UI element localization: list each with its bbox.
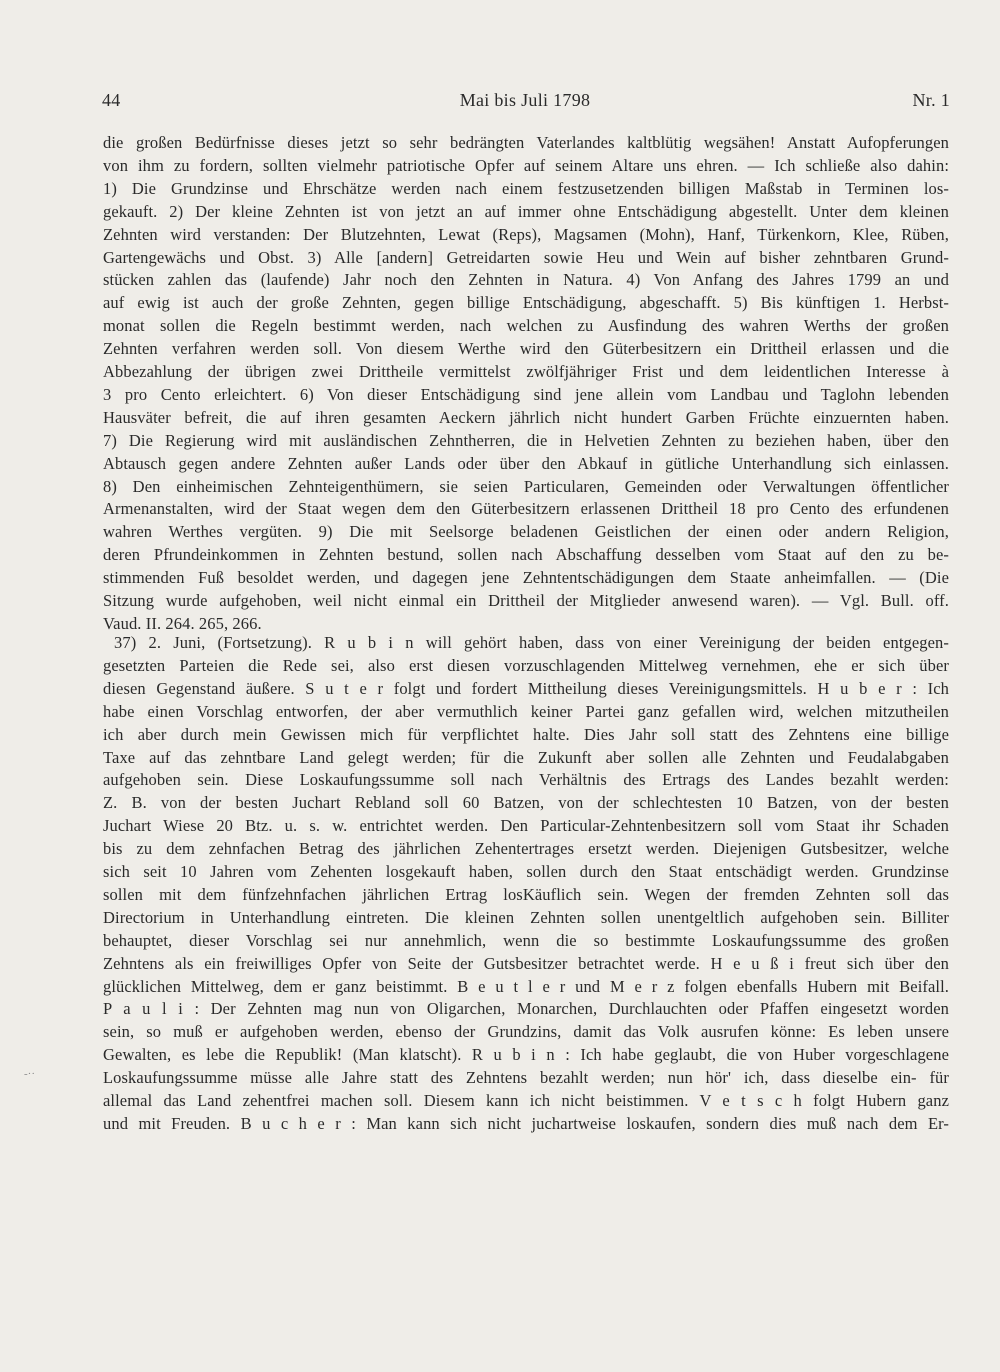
text-line: Z. B. von der besten Juchart Rebland soll 60 Batzen, von der schlechtesten 10 Batzen, von der besten — [103, 793, 949, 813]
text-line: habe einen Vorschlag entworfen, der aber vermuthlich keiner Partei ganz gefallen wird, welchen mitzutheilen — [103, 701, 949, 721]
text-line: gekauft. 2) Der kleine Zehnten ist von jetzt an auf immer ohne Entschädigung abgestellt. Unter dem kleinen — [103, 201, 949, 221]
text-line: Zehnten wird verstanden: Der Blutzehnten, Lewat (Reps), Magsamen (Mohn), Hanf, Türkenkorn, Klee, Rüben, — [103, 224, 949, 244]
text-line: sich seit 10 Jahren vom Zehenten losgekauft haben, sollen durch den Staat entschädigt werden. Grundzinse — [103, 862, 949, 881]
text-line: allemal das Land zehentfrei machen soll. Diesem kann ich nicht beistimmen. V e t s c h folgt Hubern ganz — [103, 1091, 949, 1110]
text-line: bis zu dem zehnfachen Betrag des jährlichen Zehentertrages ersetzt werden. Diejenigen Gutsbesitzer, welche — [103, 839, 949, 859]
text-line: P a u l i : Der Zehnten mag nun von Oligarchen, Monarchen, Durchlauchten oder Pfaffen eingesetzt worden — [103, 999, 949, 1019]
text-line: Gewalten, es lebe die Republik! (Man klatscht). R u b i n : Ich habe geglaubt, die von Huber vorgeschlagene — [103, 1045, 949, 1065]
text-line: Hausväter befreit, die auf ihren gesamten Aeckern jährlich nicht hundert Garben Früchte einzuernten haben. — [103, 407, 949, 427]
text-line: gesetzten Parteien die Rede sei, also erst diesen vorzuschlagenden Mittelweg vernehmen, ehe er sich über — [103, 655, 949, 675]
text-line: 8) Den einheimischen Zehnteigenthümern, sie seien Particularen, Gemeinden oder Verwaltungen öffentlicher — [103, 476, 949, 496]
text-line: wahren Werthes vergüten. 9) Die mit Seelsorge beladenen Geistlichen der einen oder andern Religion, — [103, 522, 949, 542]
text-line: 7) Die Regierung wird mit ausländischen Zehntherren, die in Helvetien Zehnten zu beziehen haben, über den — [103, 430, 949, 450]
text-line: Juchart Wiese 20 Btz. u. s. w. entrichtet werden. Den Particular-Zehntenbesitzern soll vom Staat ihr Schaden — [103, 816, 949, 836]
text-line: 37) 2. Juni, (Fortsetzung). R u b i n will gehört haben, dass von einer Vereinigung der beiden entgegen- — [114, 633, 949, 652]
text-line: 3 pro Cento erleichtert. 6) Von dieser Entschädigung sind jene allein vom Landbau und Taglohn lebenden — [103, 384, 949, 404]
text-line: Abbezahlung der übrigen zwei Drittheile vermittelst zwölfjähriger Frist und dem leidentlichen Interesse à — [103, 362, 949, 381]
text-line: ich aber durch mein Gewissen mich für verpflichtet halte. Dies Jahr soll statt des Zehntens eine billige — [103, 724, 949, 744]
running-title: Mai bis Juli 1798 — [459, 90, 591, 110]
text-line: diesen Gegenstand äußere. S u t e r folgt und fordert Mittheilung dieses Vereinigungsmittels. H u b e r : Ich — [103, 678, 949, 698]
text-line: von ihm zu fordern, sollten vielmehr patriotische Opfer auf seinem Altare uns ehren. — Ich schließe also dahin: — [103, 155, 949, 175]
text-line: Directorium in Unterhandlung eintreten. Die kleinen Zehnten sollen unentgeltlich aufgehoben sein. Billiter — [103, 907, 949, 927]
text-line: monat sollen die Regeln bestimmt werden, nach welchen zu Ausfindung des wahren Werths der großen — [103, 316, 949, 336]
running-header — [100, 90, 950, 118]
text-line: sein, so muß er aufgehoben werden, ebenso der Grundzins, damit das Volk ausrufen könne: Es leben unsere — [103, 1022, 949, 1042]
margin-mark: -·· — [24, 1068, 35, 1080]
text-line: aufgehoben sein. Diese Loskaufungssumme soll nach Verhältnis des Ertrags des Landes bezahlt werden: — [103, 770, 949, 790]
text-line: die großen Bedürfnisse dieses jetzt so sehr bedrängten Vaterlandes kaltblütig wegsähen! Anstatt Aufopferungen — [103, 133, 949, 152]
text-line: stimmenden Fuß besoldet werden, und dagegen jene Zehntentschädigungen dem Staate anheimfallen. — (Die — [103, 568, 949, 588]
text-line: Taxe auf das zehntbare Land gelegt werden; für die Zukunft aber sollen alle Zehnten und Feudalabgaben — [103, 747, 949, 767]
text-line: sollen mit dem fünfzehnfachen jährlichen Ertrag losKäuflich sein. Wegen der fremden Zehnten soll das — [103, 884, 949, 904]
text-line: glücklichen Mittelweg, dem er ganz beistimmt. B e u t l e r und M e r z folgen ebenfalls Hubern mit Beifall. — [103, 976, 949, 996]
text-line: deren Pfrundeinkommen in Zehnten bestund, sollen nach Abschaffung desselben vom Staat auf den zu be- — [103, 545, 949, 565]
text-line: Abtausch gegen andere Zehnten außer Lands oder über den Abkauf in gütliche Unterhandlung sich einlassen. — [103, 453, 949, 473]
section-number: Nr. 1 — [912, 90, 950, 110]
text-line: Vaud. II. 264. 265, 266. — [103, 613, 262, 633]
text-line: 1) Die Grundzinse und Ehrschätze werden nach einem festzusetzenden billigen Maßstab in Terminen los- — [103, 178, 949, 198]
text-line: und mit Freuden. B u c h e r : Man kann sich nicht juchartweise loskaufen, sondern dies muß nach dem Er- — [103, 1113, 949, 1133]
text-line: behauptet, dieser Vorschlag sei nur annehmlich, wenn die so bestimmte Loskaufungssumme des großen — [103, 930, 949, 950]
text-line: Loskaufungssumme müsse alle Jahre statt des Zehntens bezahlt werden; nun hör' ich, dass dieselbe ein- für — [103, 1068, 949, 1088]
text-line: Zehnten verfahren werden soll. Von diesem Werthe wird den Güterbesitzern ein Drittheil erlassen und die — [103, 339, 949, 359]
text-line: Sitzung wurde aufgehoben, weil nicht einmal ein Drittheil der Mitglieder anwesend waren). — Vgl. Bull. off. — [103, 591, 949, 610]
text-line: auf ewig ist auch der große Zehnten, gegen billige Entschädigung, abgeschafft. 5) Bis künftigen 1. Herbst- — [103, 293, 949, 313]
page-number: 44 — [102, 90, 121, 110]
text-line: Gartengewächs und Obst. 3) Alle [andern] Getreidarten sowie Heu und Wein auf bisher zehntbaren Grund- — [103, 247, 949, 267]
text-line: Zehntens als ein freiwilliges Opfer von Seite der Gutsbesitzer betrachtet werde. H e u ß i freut sich über den — [103, 953, 949, 973]
text-line: stücken zahlen das (laufende) Jahr noch den Zehnten in Natura. 4) Von Anfang des Jahres 1799 an und — [103, 270, 949, 290]
text-line: Armenanstalten, wird der Staat wegen dem den Güterbesitzern erlassenen Drittheil 18 pro Cento des erfundenen — [103, 499, 949, 519]
